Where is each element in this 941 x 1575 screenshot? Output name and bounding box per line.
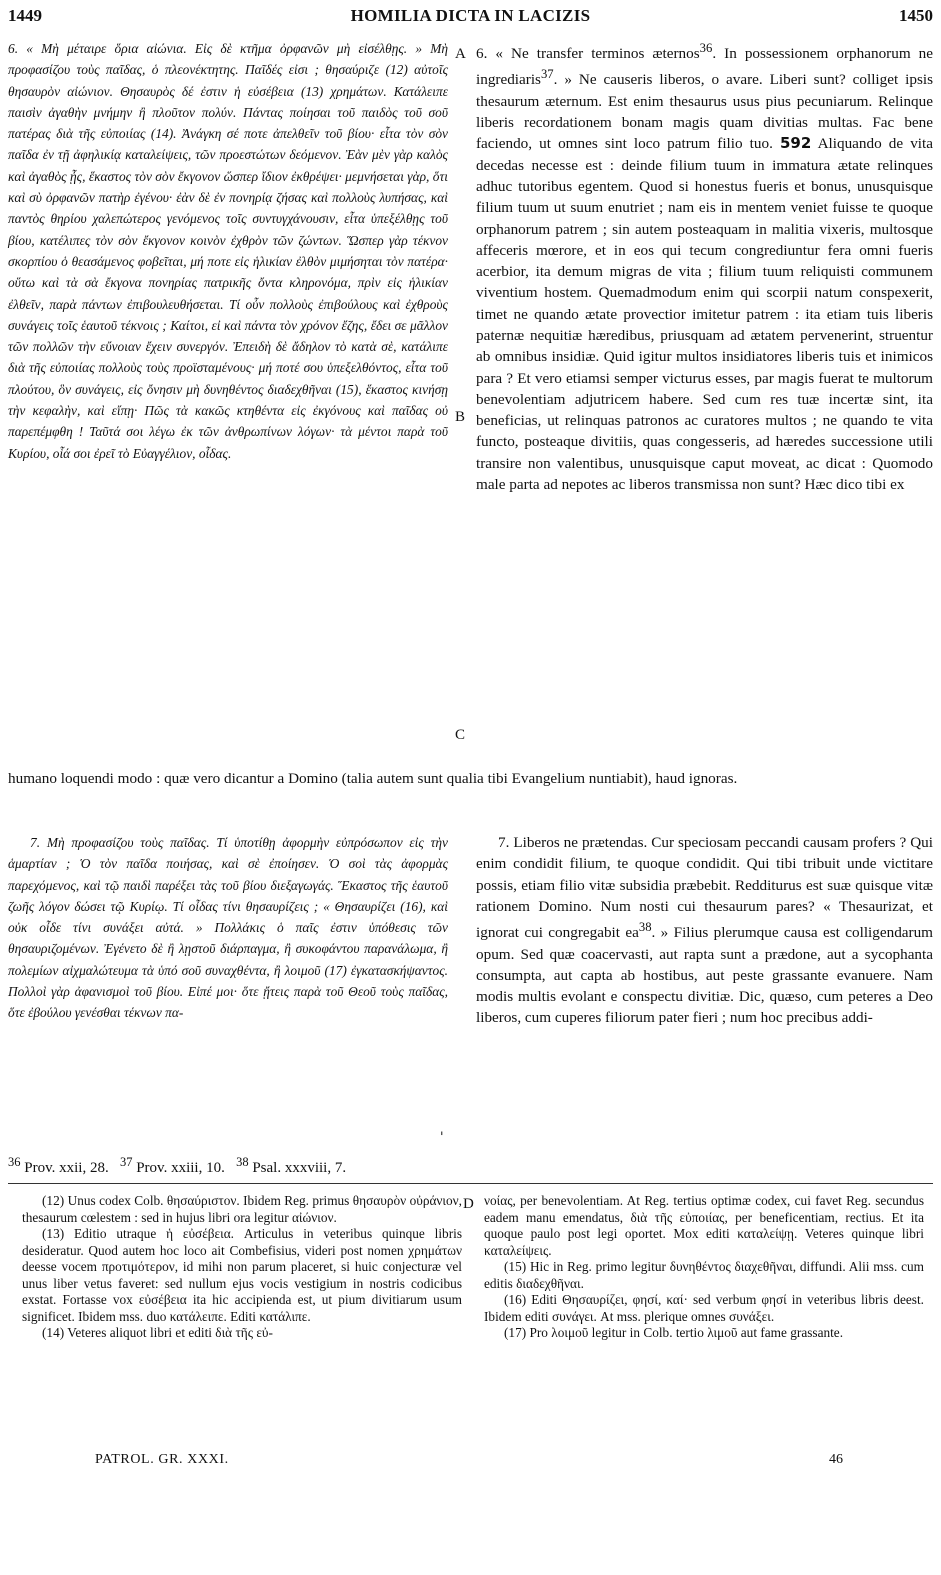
footnote-14-start: (14) Veteres aliquot libri et editi διὰ τῆς εὐ- — [42, 1325, 273, 1340]
bottom-mark: ' — [440, 1130, 444, 1145]
scripture-ref-37: 37 — [540, 67, 554, 82]
greek-paragraph-6: 6. « Μὴ μέταιρε ὅρια αἰώνια. Εἰς δὲ κτῆμα ὀρφανῶν μὴ εἰσέλθῃς. » Μὴ προφασίζου τοὺς παῖδας, ὁ πλεονέκτητης. Παῖδές εἰσι ; θησαύριζε (12) αὐτοῖς θησαυρὸν αἰώνιον. Θησαυρὸς δέ ἐστιν ἡ εὐσέβεια (13) χρημάτων. Κατάλειπε παισὶν ἀγαθὴν μνήμην ἢ πλοῦτον πολύν. Πάντας ποίησαι τοῦ παιδὸς τοῦ σοῦ πατέρας διὰ τῆς εὐποιίας (14). Ἀνάγκη σέ ποτε ἀπελθεῖν τοῦ βίου· εἶτα τὸν σὸν παῖδα ἐν τῇ ἀφηλικίᾳ καταλείψεις, τῶν προεστώτων δεόμενον. Ἐὰν μὲν γὰρ καλὸς καὶ ἀγαθὸς ᾖς, ἕκαστος τὸν σὸν ἔκγονον ὥσπερ ἴδιον ἐκθρέψει· μεμνήσεται γὰρ, ὅτι καὶ σὺ ὀρφανῶν πατὴρ ἐγένου· ἐὰν δὲ ἐν πονηρίᾳ ζήσας καὶ πολλοὺς λυπήσας, καὶ παντὸς θηρίου χαλεπώτερος γενόμενος τοῖς συντυγχάνουσιν, εἶτα ὑπεξέλθῃς τοῦ βίου, κατέλιπες τὸν σὸν ἔκγονον κοινὸν ἐχθρὸν τῶν ζώντων. Ὥσπερ γὰρ τέκνον σκορπίου ὁ θεασάμενος φοβεῖται, μή ποτε εἰς ἡλικίαν ἐλθὸν μιμήσηται τὸν πατέρα· οὕτω καὶ τὰ σὰ ἔκγονα πονηρίας πατρικῆς ὄντα κληρονόμα, πρὶν εἰς ἡλικίαν ἐλθεῖν, παρὰ πάντων ἐπιβουλευθήσεται. Τί οὖν πολλοὺς ἐπιβούλους καὶ ἐχθροὺς συνάγεις τοῖς ἑαυτοῦ τέκνοις ; Καίτοι, εἰ καὶ πάντα τὸν χρόνον ἔζης, ἔδει σε μᾶλλον τῶν πολλῶν τὴν εὔνοιαν ἔχειν συνεργόν. Ἐπειδὴ δὲ ἄδηλον τὸ κατὰ σὲ, κατάλιπε διὰ τῆς εὐποιίας πολλοὺς τοὺς προϊσταμένους· μή ποτέ σου ὑπεξελθόντος, εἶτα τοῦ πλούτου, ὃν συνάγεις, εἰς ὄνησιν μὴ δυνηθέντος διαδεχθῆναι (15), ἕκαστος κινήσῃ τὴν κεφαλὴν, καὶ εἴπῃ· Πῶς τὰ κακῶς κτηθέντα εἰς ἐκγόνους καὶ παῖδας οὐ παρεπέμφθη ! Ταῦτά σοι λέγω ἐκ τῶν ἀνθρωπίνων λόγων· τὰ μέντοι παρὰ τοῦ Κυρίου, οἷά σοι ἐρεῖ τὸ Εὐαγγέλιον, οἶδας. — [8, 41, 448, 461]
footnote-divider — [8, 1183, 933, 1184]
scripture-ref-36: 36 — [699, 41, 713, 55]
page-header — [8, 6, 933, 32]
scripture-ref-38: 38 — [638, 920, 652, 935]
footnote-13: (13) Editio utraque ἡ εὐσέβεια. Articulus in veteribus quinque libris desideratur. Quod autem hoc loco ait Combefisius, videri post nomen χρημάτων deesse vocem προτιμότερον, id mihi non parum placeret, si huic conjecturæ vel unus liber vetus faveret: sed nullum ejus vocis vestigium in nostris codicibus exstat. Fortasse vox εὐσέβεια ita hic accipienda est, ut pium divitiarum usum significet. Ibidem mss. duo κατάλειπε. Editi κατάλιπε. — [22, 1226, 462, 1324]
footnotes-left — [22, 1193, 462, 1342]
page-number-left: 1449 — [8, 6, 42, 25]
latin-column-bottom — [476, 832, 933, 1029]
footer-sheet-number: 46 — [829, 1452, 843, 1467]
latin-paragraph-6: 6. « Ne transfer terminos æternos$^{36}$. In possessionem orphanorum ne ingrediaris$^{37}$. » Ne causeris liberos, o avare. Liberi sunt? colliget ipsis thesaurum æternum. Est enim thesaurus usus pius pecuniarum. Relinque liberis recordationem bonam magis quam divitias multas. Fac bene faciendo, ut omnes sint loco patrum filio tuo. 592 Aliquando de vita decedas necesse est : deinde filium tuum in immatura ætate relinques adhuc tutoribus egentem. Quod si honestus fueris et bonus, unusquisque filium tuum ut suum enutriet ; nam eis in mentem veniet fuisse te quoque orphanorum patrem ; sin autem posteaquam in malitia vixeris, multosque affeceris mœrore, et in eos qui tecum congrediuntur fera omni fueris acerbior, ita demum migras de vita ; filium tuum reliquisti communem viventium hostem. Quemadmodum enim qui scorpii natum conspexerit, timet ne quando ætate provectior imitetur patrem : ita etiam tuis liberis paternæ nequitiæ hæredibus, priusquam ad ætatem pervenerint, struentur ab omnibus insidiæ. Quid igitur multos insidiatores liberis tuis et inimicos para ? Et vero etiamsi semper victurus esses, par magis fuerat te multorum benevolentiam adjutricem habere. Sed cum res tuæ incertæ sint, ita beneficias, ut relinquas patronos ac curatores multos ; ne quando te vita functo, posteaque divitiis, quas congesseris, ad hæredes successione utili transire non valentibus, unusquisque caput moveat, ac dicat : Quomodo male parta ad nepotes ac liberos transmissa non sunt? Hæc dico tibi ex — [476, 41, 934, 494]
footer-series: PATROL. GR. XXXI. — [95, 1452, 229, 1467]
footnote-16: (16) Editi Θησαυρίζει, φησί, καί· sed verbum φησί in veteribus libris deest. Ibidem editi συνάγει. At mss. plerique omnes συνάξει. — [484, 1292, 924, 1324]
greek-paragraph-7: 7. Μὴ προφασίζου τοὺς παῖδας. Τί ὑποτίθῃ ἀφορμὴν εὐπρόσωπον εἰς τὴν ἁμαρτίαν ; Ὁ τὸν παῖδα ποιήσας, καὶ σὲ ἐποίησεν. Ὁ σοὶ τὰς ἀφορμὰς παρεχόμενος, καὶ τῷ παιδὶ παρέξει τὰς τοῦ βίου διεξαγωγάς. Ἕκαστος τῆς ἑαυτοῦ ζωῆς λόγον δώσει τῷ Κυρίῳ. Τί οἶδας τίνι θησαυρίζεις ; « Θησαυρίζει (16), καὶ οὐκ οἶδε τίνι συνάξει αὐτά. » Πολλάκις ὁ παῖς ἐστιν ὑπόθεσις τῶν θησαυριζομένων. Ἐγένετο δὲ ἢ λῃστοῦ διάρπαγμα, ἢ συκοφάντου παρανάλωμα, ἢ πολεμίων αἰχμαλώτευμα τὰ ὑπό σοῦ συναχθέντα, ἢ λοιμοῦ (17) ἐγκατασκήψαντος. Πολλοὶ γὰρ ἀφανισμοὶ τοῦ βίου. Εἰπέ μοι· ὅτε ᾔτεις παρὰ τοῦ Θεοῦ τοὺς παῖδας, ὅτε ἐβούλου γενέσθαι τέκνων πα- — [8, 835, 448, 1021]
full-width-line: humano loquendi modo : quæ vero dicantur a Domino (talia autem sunt qualia tibi Evangelium nuntiabit), haud ignoras. — [8, 770, 738, 787]
column-number: 592 — [779, 134, 812, 153]
footnotes-right — [484, 1193, 924, 1342]
footnote-15: (15) Hic in Reg. primo legitur δυνηθέντος διαχεθῆναι, diffundi. Alii mss. cum editis διαδεχθῆναι. — [484, 1259, 924, 1291]
page-number-right: 1450 — [899, 6, 933, 25]
greek-column-top — [8, 38, 448, 464]
running-title: HOMILIA DICTA IN LACIZIS — [350, 6, 591, 25]
scripture-references: $^{36}$ Prov. xxii, 28. $^{37}$ Prov. xxiii, 10. $^{38}$ Psal. xxxviii, 7. — [8, 1155, 347, 1176]
margin-letter-a: A — [455, 46, 466, 62]
latin-column-top — [476, 38, 933, 495]
margin-letter-c: C — [455, 727, 466, 743]
margin-letter-b: B — [455, 409, 466, 425]
greek-column-bottom — [8, 832, 448, 1024]
footnote-17: (17) Pro λοιμοῦ legitur in Colb. tertio λιμοῦ aut fame grassante. — [504, 1325, 844, 1340]
footnote-12: (12) Unus codex Colb. θησαύριστον. Ibidem Reg. primus θησαυρὸν οὐράνιον, thesaurum cœlestem : sed in hujus libri ora legitur αἰώνιον. — [22, 1193, 462, 1225]
latin-paragraph-7: 7. Liberos ne prætendas. Cur speciosam peccandi causam profers ? Qui enim condidit filium, te quoque condidit. Qui tibi tribuit unde victitare possis, etiam filio vitæ subsidia præbebit. Redditurus est suæ quisque vitæ rationem Domino. Num nosti cui thesaurum pares? « Thesaurizat, et ignorat cui congregabit $ea^{38}$. » Filius plerumque causa est colligendarum opum. Sed quæ coacervasti, aut rapta sunt a prædone, aut a sycophanta consumpta, aut capta ab hostibus, aut peste grassante evanuere. Nam modis multis evolant e conspectu divitiæ. Dic, quæso, cum peteres a Deo liberos, cum cuperes filiorum pater fieri ; num hoc precibus addi- — [476, 834, 933, 1027]
footnote-14-end: νοίας, per benevolentiam. At Reg. tertius optimæ codex, cui favet Reg. secundus eadem manu emendatus, διὰ τῆς εὐποιίας, per beneficentiam, rectius. Et ita quoque paulo post legi oportet. Mox editi καταλείψῃ. Veteres quinque libri καταλείψεις. — [484, 1193, 924, 1258]
margin-letter-d: D — [463, 1196, 474, 1212]
